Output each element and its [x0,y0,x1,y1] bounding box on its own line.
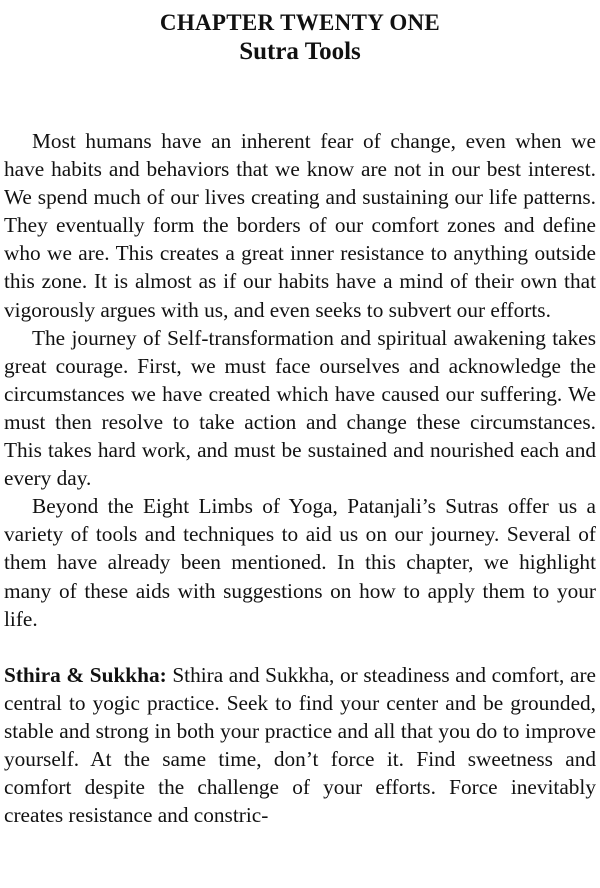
paragraph-sutra-tools: Beyond the Eight Limbs of Yoga, Patanjali’s Sutras offer us a variety of tools and techniques to aid us on our journey. Several of them have already been mentioned. In this chapter, we highlight many of these aids with suggestions on how to apply them to your life. [4,494,596,631]
section-text: Sthira and Sukkha, or steadiness and comfort, are central to yogic practice. Seek to find your center and be grounded, stable and strong in both your practice and all that you do to improve yourself. At the same time, don’t force it. Find sweetness and comfort despite the challenge of your efforts. Force inevitably creates resistance and constric- [4,662,596,828]
paragraph-journey: The journey of Self-transformation and spiritual awakening takes great courage. First, we must face ourselves and acknowledge the circumstances we have created which have caused our suffering. We must then resolve to take action and change these circumstances. This takes hard work, and must be sustained and nourished each and every day. [4,325,596,491]
paragraph-fear-of-change: Most humans have an inherent fear of change, even when we have habits and behaviors that we know are not in our best interest. We spend much of our lives creating and sustaining our life patterns. They eventually form the borders of our comfort zones and define who we are. This creates a great inner resistance to anything outside this zone. It is almost as if our habits have a mind of their own that vigorously argues with us, and even seeks to subvert our efforts. [4,129,596,322]
body-text [4,127,596,829]
chapter-title: Sutra Tools [239,38,361,65]
section-term: Sthira & Sukkha: [4,662,167,687]
book-page [4,0,596,829]
section-spacer [4,633,596,661]
section-sthira-sukkha [4,661,596,830]
chapter-number: CHAPTER TWENTY ONE [159,10,441,35]
